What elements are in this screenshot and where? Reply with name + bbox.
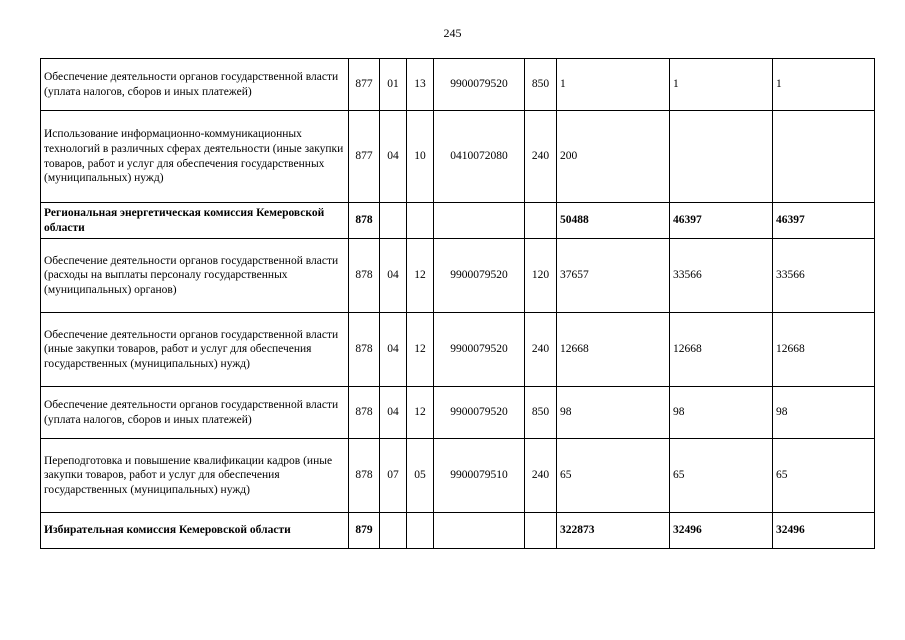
amount-year2-cell: 12668: [670, 313, 773, 387]
amount-year3-cell: 33566: [773, 239, 875, 313]
amount-year2-cell: [670, 111, 773, 203]
expense-name-cell: Региональная энергетическая комиссия Кемеровской области: [41, 203, 349, 239]
amount-year3-cell: 46397: [773, 203, 875, 239]
department-code-cell: 878: [349, 203, 380, 239]
target-article-code-cell: [434, 203, 525, 239]
amount-year3-cell: [773, 111, 875, 203]
expense-name-cell: Обеспечение деятельности органов государственной власти (уплата налогов, сборов и иных платежей): [41, 59, 349, 111]
target-article-code-cell: [434, 513, 525, 549]
table-row: [41, 513, 875, 549]
subsection-code-cell: [407, 513, 434, 549]
amount-year1-cell: 12668: [557, 313, 670, 387]
table-row: [41, 313, 875, 387]
amount-year2-cell: 32496: [670, 513, 773, 549]
expense-type-code-cell: 240: [525, 439, 557, 513]
amount-year1-cell: 98: [557, 387, 670, 439]
expense-type-code-cell: 850: [525, 59, 557, 111]
department-code-cell: 878: [349, 439, 380, 513]
amount-year1-cell: 50488: [557, 203, 670, 239]
amount-year1-cell: 1: [557, 59, 670, 111]
expense-type-code-cell: [525, 513, 557, 549]
amount-year1-cell: 200: [557, 111, 670, 203]
table-row: [41, 439, 875, 513]
department-code-cell: 878: [349, 313, 380, 387]
subsection-code-cell: 13: [407, 59, 434, 111]
amount-year1-cell: 322873: [557, 513, 670, 549]
page-number: 245: [443, 26, 462, 40]
section-code-cell: 07: [380, 439, 407, 513]
amount-year1-cell: 65: [557, 439, 670, 513]
section-code-cell: 04: [380, 239, 407, 313]
table-row: [41, 59, 875, 111]
section-code-cell: [380, 203, 407, 239]
target-article-code-cell: 9900079510: [434, 439, 525, 513]
subsection-code-cell: [407, 203, 434, 239]
section-code-cell: 04: [380, 387, 407, 439]
budget-table: [40, 58, 875, 549]
section-code-cell: 04: [380, 111, 407, 203]
subsection-code-cell: 12: [407, 387, 434, 439]
section-code-cell: 01: [380, 59, 407, 111]
department-code-cell: 877: [349, 111, 380, 203]
amount-year3-cell: 12668: [773, 313, 875, 387]
target-article-code-cell: 9900079520: [434, 59, 525, 111]
section-code-cell: 04: [380, 313, 407, 387]
amount-year2-cell: 46397: [670, 203, 773, 239]
department-code-cell: 877: [349, 59, 380, 111]
table-row: [41, 203, 875, 239]
expense-name-cell: Переподготовка и повышение квалификации кадров (иные закупки товаров, работ и услуг для обеспечения государственных (муниципальных) нужд): [41, 439, 349, 513]
expense-name-cell: Обеспечение деятельности органов государственной власти (расходы на выплаты персоналу государственных (муниципальных) органов): [41, 239, 349, 313]
table-row: [41, 387, 875, 439]
amount-year3-cell: 65: [773, 439, 875, 513]
expense-name-cell: Использование информационно-коммуникационных технологий в различных сферах деятельности (иные закупки товаров, работ и услуг для обеспечения государственных (муниципальных) нужд): [41, 111, 349, 203]
amount-year3-cell: 1: [773, 59, 875, 111]
subsection-code-cell: 12: [407, 313, 434, 387]
department-code-cell: 878: [349, 387, 380, 439]
expense-type-code-cell: 850: [525, 387, 557, 439]
expense-type-code-cell: 240: [525, 111, 557, 203]
expense-name-cell: Обеспечение деятельности органов государственной власти (уплата налогов, сборов и иных платежей): [41, 387, 349, 439]
subsection-code-cell: 05: [407, 439, 434, 513]
department-code-cell: 879: [349, 513, 380, 549]
amount-year1-cell: 37657: [557, 239, 670, 313]
subsection-code-cell: 12: [407, 239, 434, 313]
expense-name-cell: Обеспечение деятельности органов государственной власти (иные закупки товаров, работ и услуг для обеспечения государственных (муниципальных) нужд): [41, 313, 349, 387]
expense-type-code-cell: 240: [525, 313, 557, 387]
target-article-code-cell: 9900079520: [434, 239, 525, 313]
expense-type-code-cell: 120: [525, 239, 557, 313]
amount-year2-cell: 98: [670, 387, 773, 439]
amount-year2-cell: 65: [670, 439, 773, 513]
target-article-code-cell: 9900079520: [434, 387, 525, 439]
table-row: [41, 239, 875, 313]
table-row: [41, 111, 875, 203]
target-article-code-cell: 9900079520: [434, 313, 525, 387]
department-code-cell: 878: [349, 239, 380, 313]
amount-year3-cell: 32496: [773, 513, 875, 549]
amount-year2-cell: 33566: [670, 239, 773, 313]
target-article-code-cell: 0410072080: [434, 111, 525, 203]
subsection-code-cell: 10: [407, 111, 434, 203]
section-code-cell: [380, 513, 407, 549]
expense-type-code-cell: [525, 203, 557, 239]
amount-year2-cell: 1: [670, 59, 773, 111]
expense-name-cell: Избирательная комиссия Кемеровской области: [41, 513, 349, 549]
amount-year3-cell: 98: [773, 387, 875, 439]
